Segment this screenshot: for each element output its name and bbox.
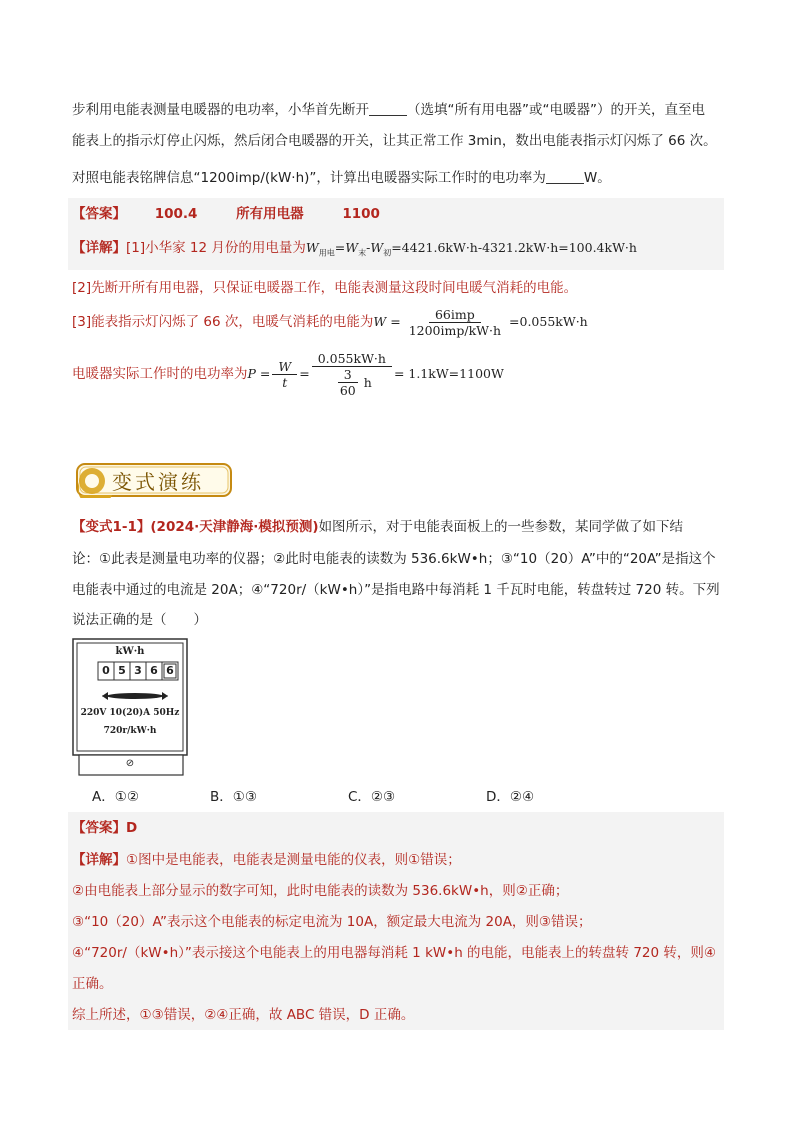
answer-2: 【答案】D	[72, 820, 138, 836]
banner-title: 变式演练	[112, 470, 204, 494]
question-label: 【变式1-1】	[72, 519, 151, 535]
meter-digit: 6	[166, 664, 174, 677]
detail-1-line-4	[72, 344, 504, 404]
answer-1	[72, 204, 380, 224]
detail-2-line-5: 正确。	[72, 976, 113, 992]
intro-line-2: 能表上的指示灯停止闪烁，然后闭合电暖器的开关，让其正常工作 3min，数出电能表指示灯闪烁了 66 次。	[72, 133, 717, 149]
meter-digit: 6	[150, 664, 158, 677]
answer-value-2: 所有用电器	[236, 206, 304, 222]
question-line-4: 说法正确的是（ ）	[72, 612, 207, 628]
detail-label: 【详解】	[72, 852, 126, 868]
fill-blank-1	[369, 101, 407, 116]
meter-drawing	[72, 638, 188, 776]
meter-digit: 5	[118, 664, 126, 677]
fill-blank-2	[546, 169, 584, 184]
option-c[interactable]: C．②③	[348, 789, 396, 805]
detail-1-line-2: [2]先断开所有用电器，只保证电暖器工作，电能表测量这段时间电暖气消耗的电能。	[72, 280, 578, 296]
meter-spec-1: 220V 10(20)A 50Hz	[80, 708, 180, 718]
question-source: (2024·天津静海·模拟预测)	[150, 519, 319, 535]
detail-label: 【详解】	[72, 240, 126, 256]
formula-energy-used: $W_{用电}=W_末-W_初=4421.6kW\cdot h-4321.2kW\cdot h=100.4kW\cdot h$	[305, 240, 637, 258]
detail-text: ①图中是电能表，电能表是测量电能的仪表，则①错误；	[126, 852, 461, 868]
option-b[interactable]: B．①③	[210, 789, 257, 805]
meter-digit: 3	[134, 664, 142, 677]
meter-digit: 0	[102, 664, 110, 677]
intro-text: W。	[583, 170, 611, 186]
detail-2-line-3: ③“10（20）A”表示这个电能表的标定电流为 10A，额定最大电流为 20A，则③错误；	[72, 914, 592, 930]
detail-text: [1]小华家 12 月份的用电量为	[126, 240, 306, 256]
detail-1-line-1	[72, 238, 637, 264]
question-text: 如图所示，对于电能表面板上的一些参数，某同学做了如下结	[318, 519, 684, 535]
intro-line-1	[72, 100, 705, 120]
detail-text: [3]能表指示灯闪烁了 66 次，电暖气消耗的电能为	[72, 314, 374, 330]
intro-text: 对照电能表铭牌信息“1200imp/(kW·h)”，计算出电暖器实际工作时的电功率为	[72, 170, 546, 186]
answer-value-3: 1100	[342, 206, 380, 222]
detail-2-line-1	[72, 850, 461, 870]
detail-text: 电暖器实际工作时的电功率为	[72, 366, 248, 382]
detail-1-line-3	[72, 305, 588, 339]
answer-label: 【答案】	[72, 206, 126, 222]
meter-spec-2: 720r/kW·h	[103, 726, 157, 736]
meter-unit: kW·h	[115, 646, 145, 657]
question-line-3: 电能表中通过的电流是 20A；④“720r/（kW•h）”是指电路中每消耗 1 千瓦时电能，转盘转过 720 转。下列	[72, 582, 720, 598]
detail-2-line-2: ②由电能表上部分显示的数字可知，此时电能表的读数为 536.6kW•h，则②正确；	[72, 883, 569, 899]
formula-power: P = $\frac{W}{t}$ = 0.055kW·h $\frac{3}{60}$ h = 1.1kW=1100W	[247, 351, 504, 398]
answer-value-1: 100.4	[154, 206, 198, 222]
formula-energy: W = $\frac{\text{66imp}}{\text{1200imp/kW·h}}$ =0.055kW·h	[373, 307, 588, 338]
option-a[interactable]: A．①②	[92, 789, 139, 805]
option-d[interactable]: D．②④	[486, 789, 535, 805]
electricity-meter-figure	[72, 638, 188, 776]
question-line-2: 论：①此表是测量电功率的仪器；②此时电能表的读数为 536.6kW•h；③“10（20）A”中的“20A”是指这个	[72, 551, 716, 567]
intro-text: （选填“所有用电器”或“电暖器”）的开关，直至电	[407, 102, 705, 118]
detail-2-line-4: ④“720r/（kW•h）”表示接这个电能表上的用电器每消耗 1 kW•h 的电能，电能表上的转盘转 720 转，则④	[72, 945, 716, 961]
question-line-1	[72, 517, 683, 537]
detail-2-line-6: 综上所述，①③错误，②④正确，故 ABC 错误，D 正确。	[72, 1007, 415, 1023]
intro-line-3	[72, 168, 611, 188]
intro-text: 步利用电能表测量电暖器的电功率，小华首先断开	[72, 102, 369, 118]
section-banner	[76, 462, 232, 498]
meter-bottom-symbol: ⊘	[125, 758, 135, 769]
